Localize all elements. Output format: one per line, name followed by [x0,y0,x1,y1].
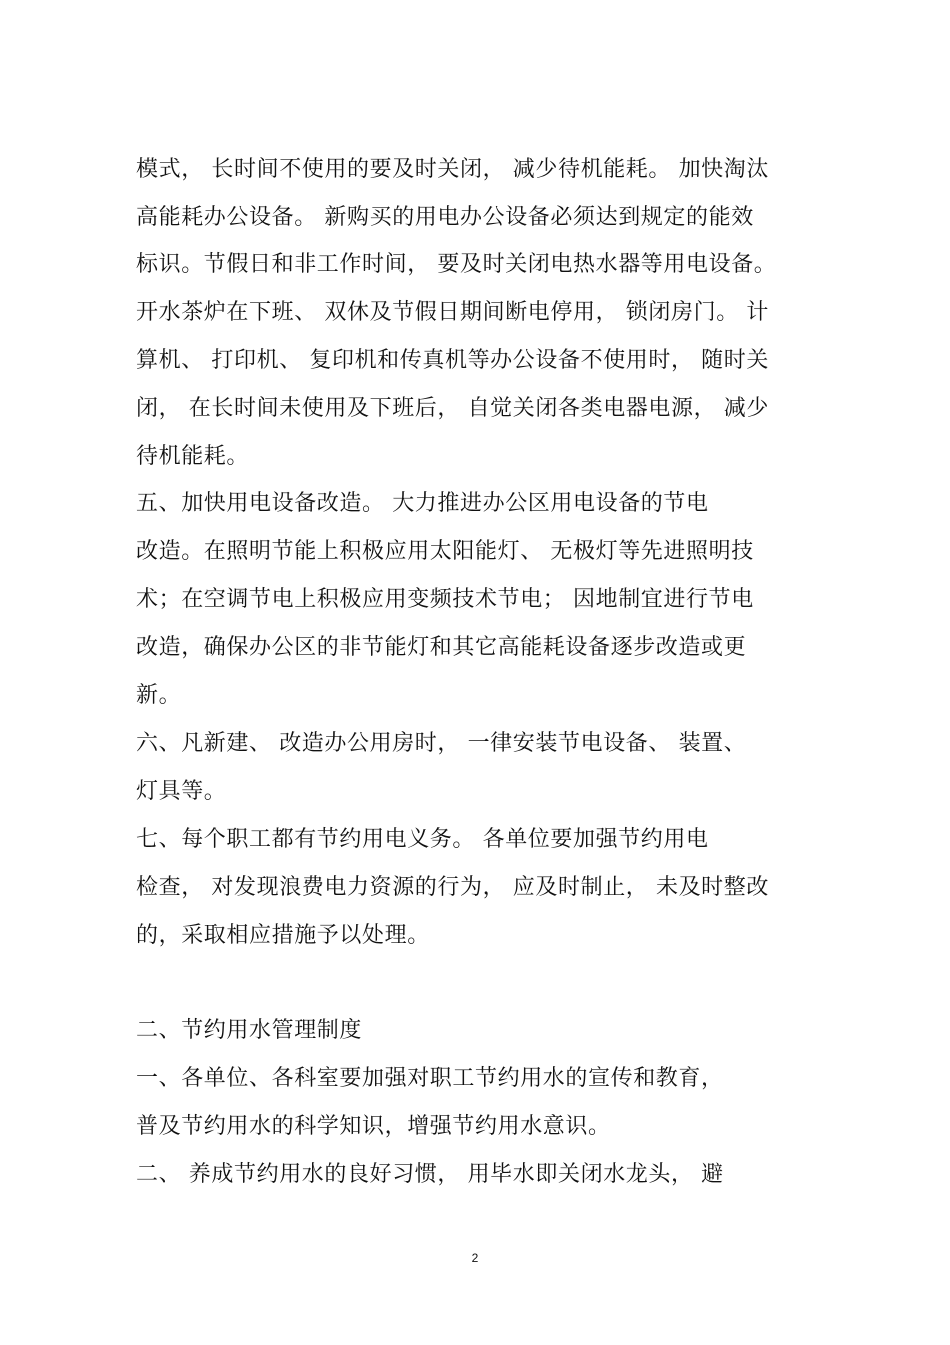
text-line: 标识。节假日和非工作时间， 要及时关闭电热水器等用电设备。 [136,252,777,277]
text-line: 二、 养成节约用水的良好习惯， 用毕水即关闭水龙头， 避 [136,1162,724,1187]
text-line: 术；在空调节电上积极应用变频技术节电； 因地制宜进行节电 [136,587,754,612]
text-line: 高能耗办公设备。 新购买的用电办公设备必须达到规定的能效 [136,205,754,230]
text-line: 待机能耗。 [136,444,250,469]
text-line: 灯具等。 [136,779,227,804]
text-line: 一、各单位、各科室要加强对职工节约用水的宣传和教育， [136,1066,724,1091]
text-line: 新。 [136,683,182,708]
text-line: 五、加快用电设备改造。 大力推进办公区用电设备的节电 [136,491,709,516]
section-heading: 二、节约用水管理制度 [136,1018,363,1043]
text-line: 普及节约用水的科学知识，增强节约用水意识。 [136,1114,611,1139]
text-line: 检查， 对发现浪费电力资源的行为， 应及时制止， 未及时整改 [136,875,769,900]
page-number: 2 [471,1251,479,1265]
text-line: 算机、 打印机、 复印机和传真机等办公设备不使用时， 随时关 [136,348,769,373]
text-line: 七、每个职工都有节约用电义务。 各单位要加强节约用电 [136,827,709,852]
text-line: 开水茶炉在下班、 双休及节假日期间断电停用， 锁闭房门。 计 [136,300,769,325]
text-line: 改造，确保办公区的非节能灯和其它高能耗设备逐步改造或更 [136,635,747,660]
text-line: 闭， 在长时间未使用及下班后， 自觉关闭各类电器电源， 减少 [136,396,769,421]
text-line: 六、凡新建、 改造办公用房时， 一律安装节电设备、 装置、 [136,731,747,756]
text-line: 的，采取相应措施予以处理。 [136,923,430,948]
text-line: 模式， 长时间不使用的要及时关闭， 减少待机能耗。 加快淘汰 [136,157,769,182]
text-line: 改造。在照明节能上积极应用太阳能灯、 无极灯等先进照明技 [136,539,754,564]
